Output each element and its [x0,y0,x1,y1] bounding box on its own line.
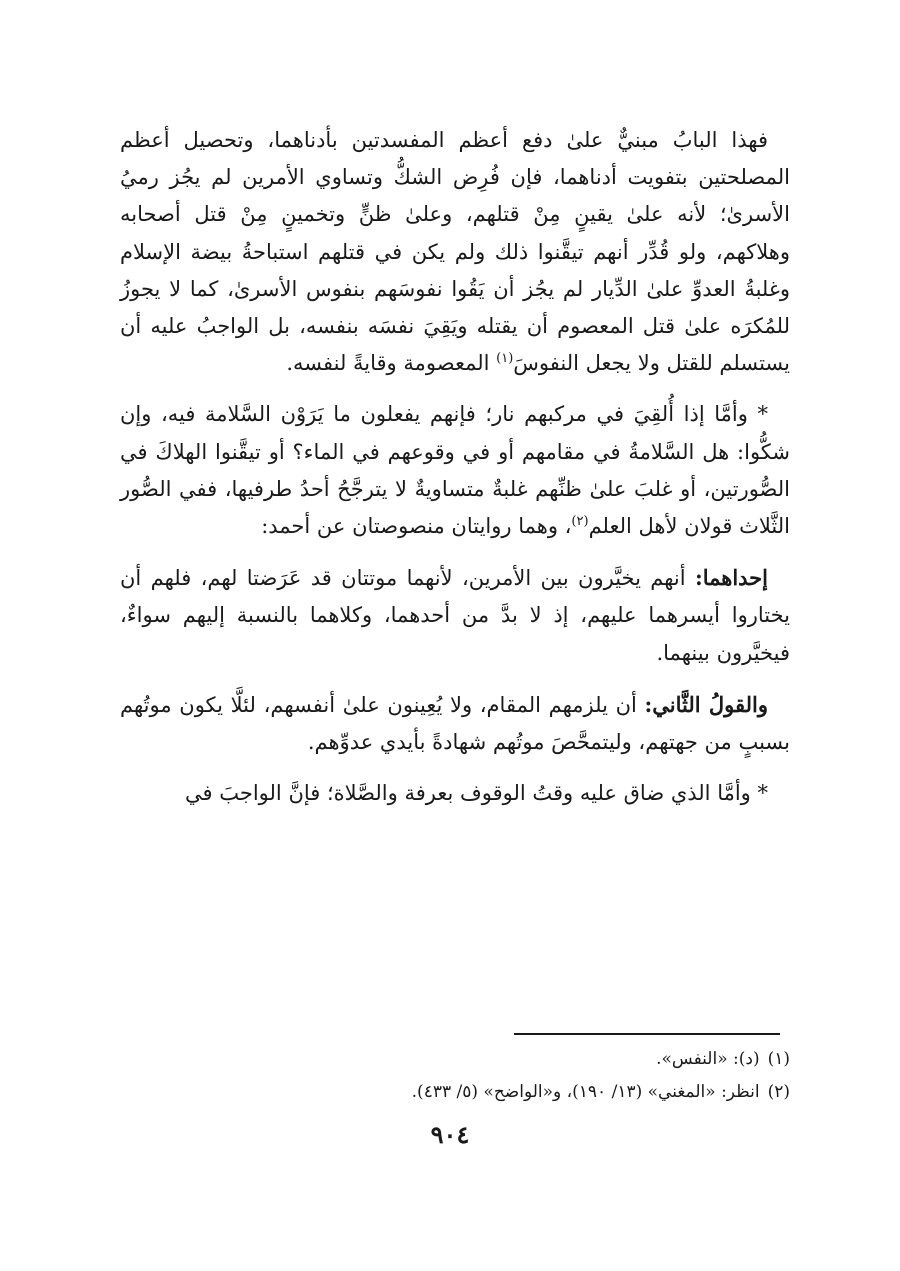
page-number: ٩٠٤ [430,1120,470,1149]
paragraph-text: أنهم يخيَّرون بين الأمرين، لأنهما موتتان قد عَرَضتا لهم، فلهم أن يختاروا أيسرهما عليهم، إذ لا بدَّ من أحدهما، وكلاهما بالنسبة إليهم سواءٌ، فيخيَّرون بينهما. [120,566,790,665]
paragraph [120,122,790,382]
paragraph-text: فهذا البابُ مبنيٌّ علىٰ دفع أعظم المفسدتين بأدناهما، وتحصيل أعظم المصلحتين بتفويت أدناهما، فإن فُرِض الشكُّ وتساوي الأمرين لم يجُز رميُ الأسرىٰ؛ لأنه علىٰ يقينٍ مِنْ قتلهم، وعلىٰ ظنٍّ وتخمينٍ مِنْ قتل أصحابه وهلاكهم، ولو قُدِّر أنهم تيقَّنوا ذلك ولم يكن في قتلهم استباحةُ بيضة الإسلام وغلبةُ العدوِّ علىٰ الدِّيار لم يجُز أن يَقُوا نفوسَهم بنفوس الأسرىٰ، كما لا يجوزُ للمُكرَه علىٰ قتل المعصوم أن يقتله ويَقِيَ نفسَه بنفسه، بل الواجبُ عليه أن يستسلم للقتل ولا يجعل النفوسَ [120,128,790,376]
footnote-text: انظر: «المغني» (١٣/ ١٩٠)، و«الواضح» (٥/ ٤٣٣). [411,1082,760,1102]
footnote-reference: (٢) [571,514,589,530]
footnote-reference: (١) [496,351,514,367]
paragraph [120,396,790,545]
paragraph [120,686,790,761]
paragraph-text: ، وهما روايتان منصوصتان عن أحمد: [261,514,572,539]
main-text [120,122,790,812]
paragraph-heading: والقولُ الثَّاني: [644,691,768,717]
paragraph [120,559,790,672]
footnote-text: (د): «النفس». [656,1049,760,1069]
footnote-number: (٢) [767,1082,790,1102]
footnote-separator [514,1033,780,1035]
paragraph [120,775,790,812]
paragraph-text: * وأمَّا إذا أُلقِيَ في مركبهم نار؛ فإنهم يفعلون ما يَرَوْن السَّلامة فيه، وإن شكُّوا: هل السَّلامةُ في مقامهم أو في وقوعهم في الماء؟ أو تيقَّنوا الهلاكَ في الصُّورتين، أو غلبَ علىٰ ظنِّهم غلبةٌ متساويةٌ لا يترجَّحُ أحدُ طرفيها، ففي الصُّور الثَّلاث قولان لأهل العلم [120,402,790,539]
paragraph-text: أن يلزمهم المقام، ولا يُعِينون علىٰ أنفسهم، لئلَّا يكون موتُهم بسببٍ من جهتهم، وليتمحَّصَ موتُهم شهادةً بأيدي عدوِّهم. [120,692,790,755]
footnote-number: (١) [767,1049,790,1069]
paragraph-text: المعصومة وقايةً لنفسه. [286,351,497,376]
paragraph-heading: إحداهما: [694,565,768,591]
paragraph-text: * وأمَّا الذي ضاق عليه وقتُ الوقوف بعرفة والصَّلاة؛ فإنَّ الواجبَ في [185,781,768,806]
footnote-1 [120,1043,790,1076]
footnotes [120,1043,790,1109]
footnote-2 [120,1076,790,1109]
